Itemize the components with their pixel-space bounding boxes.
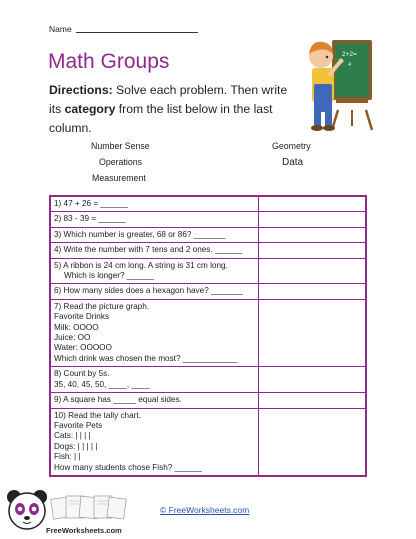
page-title: Math Groups: [48, 50, 170, 73]
category-operations: Operations: [99, 157, 143, 167]
problem-cell: [50, 243, 258, 258]
panda-logo-icon: [4, 488, 50, 532]
problem-row: [50, 299, 366, 366]
problem-cell: [50, 408, 258, 476]
name-field[interactable]: [49, 24, 198, 34]
problem-line: 3) Which number is greater, 68 or 86? _______: [54, 229, 226, 239]
problem-row: [50, 367, 366, 393]
problem-line: 8) Count by 5s.: [54, 369, 110, 379]
problem-line: 9) A square has _____ equal sides.: [54, 395, 182, 405]
problem-line: 1) 47 + 26 = ______: [54, 199, 128, 208]
teacher-chalkboard-illustration: [294, 14, 376, 132]
problem-cell: [50, 299, 258, 366]
category-number-sense: Number Sense: [91, 141, 150, 151]
problem-row: [50, 196, 366, 212]
problem-cell: [50, 284, 258, 299]
footer-website-link[interactable]: © FreeWorksheets.com: [160, 505, 250, 515]
problem-row: [50, 212, 366, 227]
problem-line: Which drink was chosen the most? ____________: [54, 353, 238, 363]
problem-line: Water: OOOOO: [54, 343, 112, 353]
problem-line: Dogs: | | | | |: [54, 441, 98, 451]
problem-row: [50, 393, 366, 408]
category-answer-cell[interactable]: [258, 243, 366, 258]
problem-line: Cats: | | | |: [54, 431, 91, 441]
category-geometry: Geometry: [272, 141, 311, 151]
problem-line: Favorite Drinks: [54, 312, 110, 322]
problem-line: Fish: | |: [54, 452, 81, 462]
svg-text:2+2=: 2+2=: [342, 51, 357, 58]
problem-line: Juice: OO: [54, 333, 91, 343]
problem-line: 6) How many sides does a hexagon have? _______: [54, 286, 243, 296]
svg-text:4: 4: [348, 62, 352, 68]
problem-line: 5) A ribbon is 24 cm long. A string is 31 cm long.: [54, 260, 228, 270]
problem-line: 4) Write the number with 7 tens and 2 ones. ______: [54, 245, 243, 255]
category-answer-cell[interactable]: [258, 212, 366, 227]
category-answer-cell[interactable]: [258, 299, 366, 366]
name-underline: [76, 32, 198, 33]
problem-cell: [50, 227, 258, 242]
problem-cell: [50, 196, 258, 212]
problem-row: [50, 243, 366, 258]
problem-line: How many students chose Fish? ______: [54, 462, 202, 472]
problem-row: [50, 258, 366, 284]
category-answer-cell[interactable]: [258, 284, 366, 299]
problem-line: Favorite Pets: [54, 420, 103, 430]
directions-keyword: category: [64, 102, 116, 116]
problem-cell: [50, 393, 258, 408]
category-answer-cell[interactable]: [258, 227, 366, 242]
brand-logo-text: FreeWorksheets.com: [46, 526, 122, 535]
problem-line: 35, 40, 45, 50, ____, ____: [54, 379, 150, 389]
problem-cell: [50, 367, 258, 393]
problem-line: 7) Read the picture graph.: [54, 301, 150, 311]
category-measurement: Measurement: [92, 173, 146, 183]
problem-line: 2) 83 - 39 = ______: [54, 214, 126, 224]
problem-line: 10) Read the tally chart.: [54, 410, 141, 420]
name-label: Name: [49, 24, 72, 34]
category-answer-cell[interactable]: [258, 367, 366, 393]
problem-line: Milk: OOOO: [54, 322, 99, 332]
problem-row: [50, 284, 366, 299]
problem-cell: [50, 258, 258, 284]
category-answer-cell[interactable]: [258, 258, 366, 284]
worksheet-stack-icon: [50, 492, 128, 520]
category-answer-cell[interactable]: [258, 408, 366, 476]
category-answer-cell[interactable]: [258, 196, 366, 212]
problem-row: [50, 227, 366, 242]
problem-row: [50, 408, 366, 476]
category-answer-cell[interactable]: [258, 393, 366, 408]
problems-table: [49, 195, 367, 477]
directions-lead: Directions:: [49, 83, 113, 97]
problem-cell: [50, 212, 258, 227]
problem-line: Which is longer? ______: [64, 271, 155, 281]
directions: [49, 81, 299, 138]
directions-text-2: from the list below in the last column.: [49, 102, 273, 135]
category-data: Data: [282, 157, 304, 168]
directions-text-1: Solve each problem. Then write its: [49, 83, 288, 116]
